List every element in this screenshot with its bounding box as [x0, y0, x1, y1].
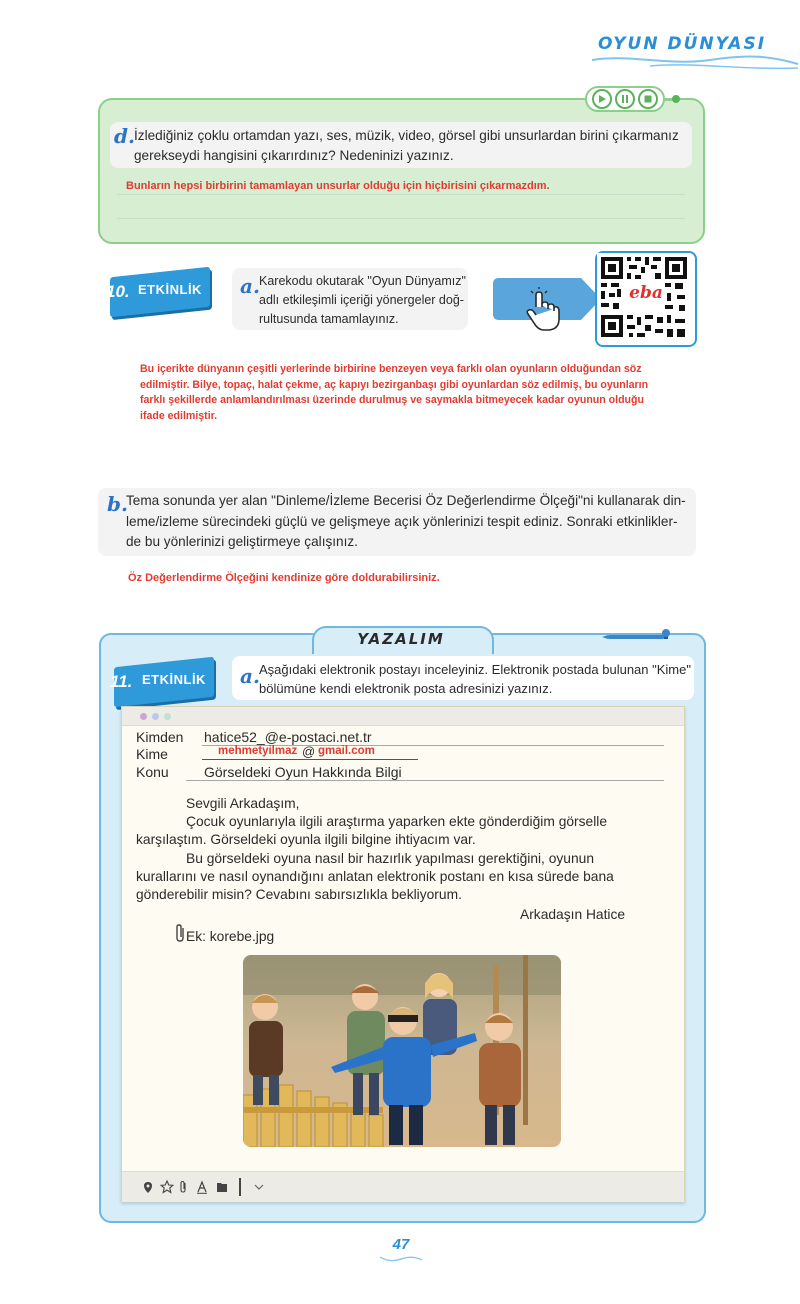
page-number: 47	[392, 1236, 410, 1253]
yazalim-title: YAZALIM	[357, 630, 445, 648]
question-10a-line: rultusunda tamamlayınız.	[259, 312, 399, 326]
question-letter-a: a.	[240, 274, 260, 298]
email-greeting: Sevgili Arkadaşım,	[186, 796, 300, 811]
answer-d: Bunların hepsi birbirini tamamlayan unsurlar olduğu için hiçbirisini çıkarmazdım.	[126, 180, 550, 192]
question-d-line: gerekseydi hangisini çıkarırdınız? Nedeninizi yazınız.	[134, 148, 454, 163]
to-label: Kime	[136, 746, 168, 762]
from-value[interactable]: hatice52_@e-postaci.net.tr	[204, 729, 372, 745]
question-letter-b: b.	[107, 492, 128, 516]
window-dot-icon[interactable]	[140, 713, 147, 720]
theme-title: OYUN DÜNYASI	[598, 34, 767, 54]
pause-icon[interactable]	[615, 89, 635, 109]
to-at-sign: @	[302, 744, 316, 759]
email-titlebar	[122, 707, 684, 726]
answer-10a-line: farklı şekillerde anlamlandırılması üzerinde durulmuş ve saymakla bitmeyecek kadar oyunun olduğu	[140, 394, 644, 406]
email-toolbar	[122, 1171, 684, 1202]
qr-code[interactable]	[595, 251, 697, 347]
hand-pointer-icon	[522, 287, 562, 333]
question-b-line: de bu yönlerinizi geliştirmeye çalışınız.	[126, 534, 358, 549]
location-icon[interactable]	[142, 1181, 154, 1194]
question-11a-text	[259, 660, 691, 698]
question-11a-line: Aşağıdaki elektronik postayı inceleyiniz. Elektronik postada bulunan "Kime"	[259, 662, 691, 677]
pencil-dot	[662, 629, 670, 637]
theme-title-underline	[590, 52, 800, 72]
question-b-line: Tema sonunda yer alan "Dinleme/İzleme Becerisi Öz Değerlendirme Ölçeği"ni kullanarak din-	[126, 493, 686, 508]
stop-icon[interactable]	[638, 89, 658, 109]
question-b-line: leme/izleme sürecindeki güçlü ve gelişmeye açık yönlerinizi tespit ediniz. Sonraki etkinlikler-	[126, 513, 678, 529]
answer-10a-line: ifade edilmiştir.	[140, 409, 218, 422]
question-10a-text	[259, 272, 469, 329]
activity-number: 10.	[106, 282, 130, 301]
attachment-photo[interactable]	[243, 955, 561, 1147]
chevron-down-icon[interactable]	[254, 1183, 264, 1191]
question-10a-line: adlı etkileşimli içeriği yönergeler doğ-	[259, 293, 464, 307]
page-number-flourish	[378, 1254, 424, 1264]
text-format-icon[interactable]	[196, 1180, 208, 1194]
question-letter-d: d.	[114, 124, 135, 148]
media-connector-dot	[672, 95, 680, 103]
email-body-line: karşılaştım. Görseldeki oyunla ilgili bilgine ihtiyacım var.	[136, 832, 476, 847]
question-letter-a: a.	[240, 664, 260, 688]
question-10a-line: Karekodu okutarak "Oyun Dünyamız"	[259, 274, 466, 288]
question-11a-line: bölümüne kendi elektronik posta adresinizi yazınız.	[259, 681, 553, 696]
answer-10a-line: Bu içerikte dünyanın çeşitli yerlerinde birbirine benzeyen veya farklı olan oyunların olduğundan söz	[140, 363, 642, 375]
answer-line	[117, 194, 685, 195]
to-field-underline	[202, 759, 418, 760]
folder-icon[interactable]	[216, 1180, 228, 1193]
paperclip-icon	[174, 923, 186, 943]
eba-logo: eba	[629, 283, 663, 303]
activity-label: ETKİNLİK	[138, 282, 202, 297]
toolbar-divider	[239, 1178, 241, 1196]
window-dot-icon[interactable]	[164, 713, 171, 720]
email-body-line: gönderebilir misin? Cevabını sabırsızlıkla bekliyorum.	[136, 887, 462, 902]
question-d-text	[134, 126, 692, 166]
children-playing-image	[243, 955, 561, 1147]
to-user[interactable]: mehmetyilmaz	[218, 745, 298, 757]
star-icon[interactable]	[160, 1180, 174, 1194]
media-controls	[585, 86, 665, 112]
email-window	[121, 706, 685, 1202]
from-label: Kimden	[136, 729, 184, 745]
answer-b: Öz Değerlendirme Ölçeğini kendinize göre doldurabilirsiniz.	[128, 572, 440, 584]
email-body-line: Çocuk oyunlarıyla ilgili araştırma yaparken ekte gönderdiğim görselle	[186, 814, 608, 829]
email-attachment[interactable]: Ek: korebe.jpg	[186, 929, 275, 944]
answer-10a-line: edilmiştir. Bilye, topaç, halat çekme, aç kapıyı bezirganbaşı gibi oyunlardan söz edilmiş, bu oyunların	[140, 378, 649, 391]
answer-10a	[140, 362, 690, 424]
subject-value[interactable]: Görseldeki Oyun Hakkında Bilgi	[204, 764, 402, 780]
email-signature: Arkadaşın Hatice	[520, 907, 626, 922]
play-icon[interactable]	[592, 89, 612, 109]
activity-10-badge	[100, 272, 210, 314]
field-underline	[186, 780, 664, 781]
question-b-text	[126, 491, 694, 553]
activity-label: ETKİNLİK	[142, 672, 206, 687]
answer-line	[117, 218, 685, 219]
attach-icon[interactable]	[178, 1180, 188, 1194]
activity-number: 11.	[110, 672, 133, 691]
email-body-line: kurallarını ve nasıl oynandığını anlatan elektronik postanı en kısa sürede bana	[136, 869, 614, 884]
to-domain[interactable]: gmail.com	[318, 745, 375, 757]
question-d-line: İzlediğiniz çoklu ortamdan yazı, ses, müzik, video, görsel gibi unsurlardan birini çıkarmanız	[134, 128, 679, 143]
email-body-line: Bu görseldeki oyuna nasıl bir hazırlık yapılması gerektiğini, oyunun	[186, 851, 594, 866]
subject-label: Konu	[136, 764, 169, 780]
window-dot-icon[interactable]	[152, 713, 159, 720]
section-d-panel	[98, 98, 705, 244]
activity-11-badge	[104, 662, 214, 704]
